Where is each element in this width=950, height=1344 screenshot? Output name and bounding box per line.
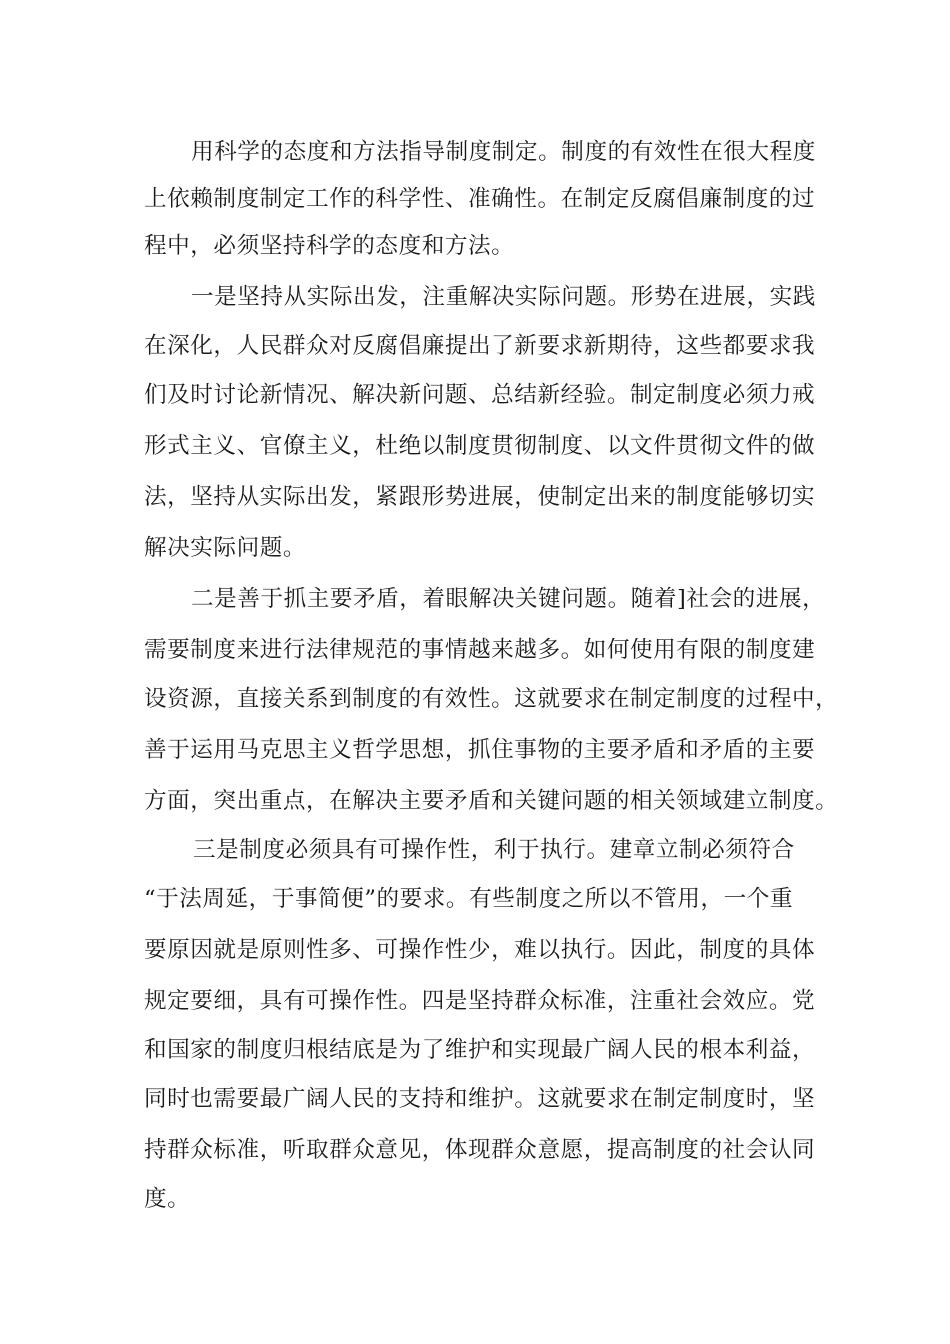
paragraph-3-line-2: 需要制度来进行法律规范的事情越来越多。如何使用有限的制度建	[144, 637, 816, 663]
paragraph-4-line-7: 持群众标准，听取群众意见，体现群众意愿，提高制度的社会认同	[144, 1137, 816, 1163]
paragraph-4-line-1: 三是制度必须具有可操作性，利于执行。建章立制必须符合	[193, 837, 795, 863]
paragraph-1-line-2: 上依赖制度制定工作的科学性、准确性。在制定反腐倡廉制度的过	[144, 186, 816, 212]
paragraph-4-line-5: 和国家的制度归根结底是为了维护和实现最广阔人民的根本利益，	[144, 1037, 816, 1063]
paragraph-3-line-1: 二是善于抓主要矛盾，着眼解决关键问题。随着]社会的进展，	[191, 586, 826, 612]
paragraph-2-line-5: 法，坚持从实际出发，紧跟形势进展，使制定出来的制度能够切实	[144, 484, 816, 510]
paragraph-3-line-3: 设资源，直接关系到制度的有效性。这就要求在制定制度的过程中，	[144, 686, 839, 712]
paragraph-4-line-6: 同时也需要最广阔人民的支持和维护。这就要求在制定制度时，坚	[144, 1086, 816, 1112]
paragraph-1-line-3: 程中，必须坚持科学的态度和方法。	[144, 233, 515, 259]
paragraph-4-line-3: 要原因就是原则性多、可操作性少，难以执行。因此，制度的具体	[144, 937, 816, 963]
paragraph-2-line-2: 在深化，人民群众对反腐倡廉提出了新要求新期待，这些都要求我	[144, 333, 816, 359]
paragraph-2-line-1: 一是坚持从实际出发，注重解决实际问题。形势在进展，实践	[191, 284, 816, 310]
paragraph-2-line-4: 形式主义、官僚主义，杜绝以制度贯彻制度、以文件贯彻文件的做	[144, 433, 816, 459]
paragraph-1-line-1: 用科学的态度和方法指导制度制定。制度的有效性在很大程度	[191, 139, 816, 165]
paragraph-2-line-6: 解决实际问题。	[144, 535, 307, 561]
paragraph-4-line-8: 度。	[144, 1186, 191, 1212]
paragraph-2-line-3: 们及时讨论新情况、解决新问题、总结新经验。制定制度必须力戒	[144, 382, 816, 408]
paragraph-3-line-4: 善于运用马克思主义哲学思想，抓住事物的主要矛盾和矛盾的主要	[144, 737, 816, 763]
paragraph-4-line-4: 规定要细，具有可操作性。四是坚持群众标准，注重社会效应。党	[144, 988, 816, 1014]
paragraph-4-line-2: “于法周延，于事简便”的要求。有些制度之所以不管用，一个重	[144, 886, 794, 912]
paragraph-3-line-5: 方面，突出重点，在解决主要矛盾和关键问题的相关领域建立制度。	[144, 788, 839, 814]
